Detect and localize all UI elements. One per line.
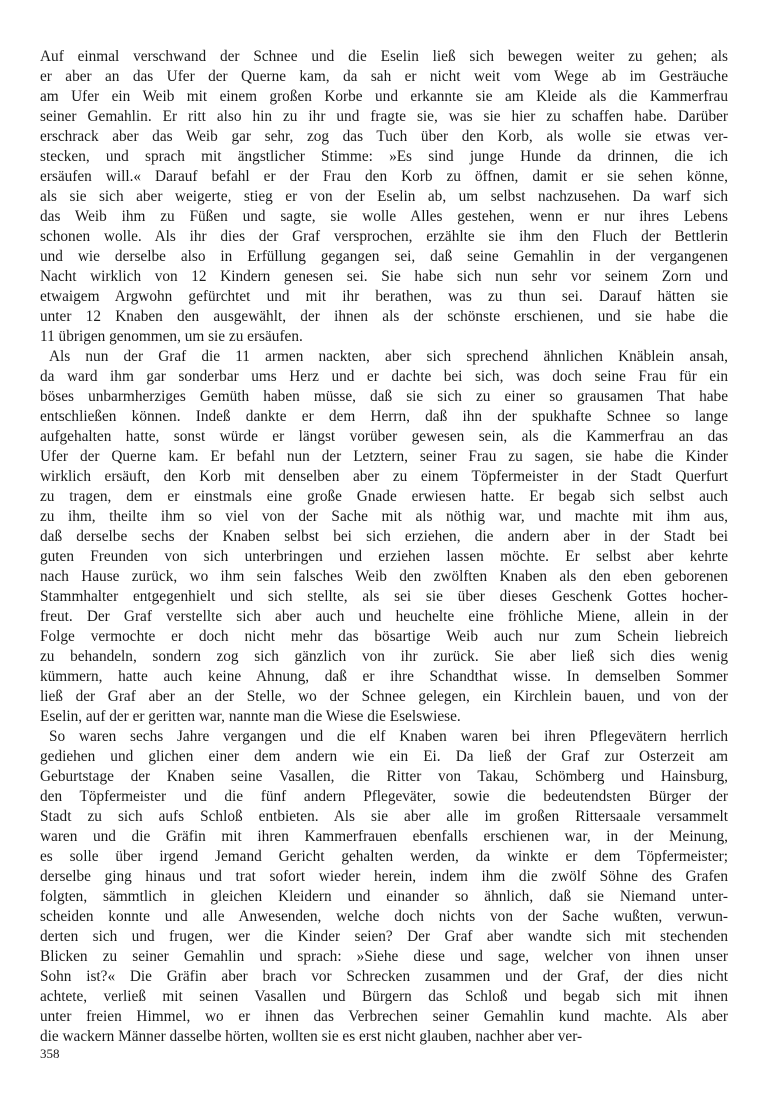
text-line: aufgehalten hatte, sonst würde er längst vorüber gewesen sein, als die Kammerfrau an das — [40, 428, 728, 445]
text-line: Stadt zu sich aufs Schloß entbieten. Als sie aber alle im großen Rittersaale versammelt — [40, 808, 728, 825]
text-line: 11 übrigen genommen, um sie zu ersäufen. — [40, 328, 303, 345]
text-line: schonen wolle. Als ihr dies der Graf versprochen, erzählte sie ihm den Fluch der Bettlerin — [40, 228, 728, 245]
text-line: daß derselbe sechs der Knaben selbst bei sich erziehen, die andern aber in der Stadt bei — [40, 528, 728, 545]
text-line: erschrack aber das Weib gar sehr, zog das Tuch über den Korb, als wolle sie etwas ver- — [40, 128, 728, 145]
text-line: es solle über irgend Jemand Gericht gehalten werden, da winkte er dem Töpfermeister; — [40, 848, 728, 865]
text-line: Als nun der Graf die 11 armen nackten, aber sich sprechend ähnlichen Knäblein ansah, — [49, 348, 728, 365]
text-line: böses unbarmherziges Gemüth haben müsse, daß sie sich zu einer so grausamen That habe — [40, 388, 728, 405]
text-line: Nacht wirklich von 12 Kindern genesen sei. Sie habe sich nun sehr vor seinem Zorn und — [40, 268, 728, 285]
text-line: zu tragen, dem er einstmals eine große Gnade erwiesen hatte. Er begab sich selbst auch — [40, 488, 728, 505]
text-line: am Ufer ein Weib mit einem großen Korbe und erkannte sie am Kleide als die Kammerfrau — [40, 88, 728, 105]
text-block — [40, 47, 728, 1047]
text-line: seiner Gemahlin. Er ritt also hin zu ihr und fragte sie, was sie hier zu schaffen habe. Darüber — [40, 108, 728, 125]
text-line: So waren sechs Jahre vergangen und die elf Knaben waren bei ihren Pflegevätern herrlich — [49, 728, 728, 745]
text-line: Auf einmal verschwand der Schnee und die Eselin ließ sich bewegen weiter zu gehen; als — [40, 48, 728, 65]
text-line: waren und die Gräfin mit ihren Kammerfrauen ebenfalls erschienen war, in der Meinung, — [40, 828, 728, 845]
text-line: Eselin, auf der er geritten war, nannte man die Wiese die Eselswiese. — [40, 708, 461, 725]
text-line: stecken, und sprach mit ängstlicher Stimme: »Es sind junge Hunde da drinnen, die ich — [40, 148, 728, 165]
text-line: zu behandeln, sondern zog sich gänzlich von ihr zurück. Sie aber ließ sich dies wenig — [40, 648, 728, 665]
text-line: nach Hause zurück, wo ihm sein falsches Weib den zwölften Knaben als den eben geborenen — [40, 568, 728, 585]
text-line: er aber an das Ufer der Querne kam, da sah er nicht weit vom Wege ab im Gesträuche — [40, 68, 728, 85]
text-line: Blicken zu seiner Gemahlin und sprach: »Siehe diese und sage, welcher von ihnen unser — [40, 948, 728, 965]
text-line: gediehen und glichen einer dem andern wie ein Ei. Da ließ der Graf zur Osterzeit am — [40, 748, 728, 765]
text-line: zu ihm, theilte ihm so viel von der Sache mit als nöthig war, und machte mit ihm aus, — [40, 508, 728, 525]
text-line: unter 12 Knaben den ausgewählt, der ihnen als der schönste erschienen, und sie habe die — [40, 308, 728, 325]
paragraph — [40, 727, 728, 1047]
text-line: Stammhalter entgegenhielt und sich stellte, als sei sie über dieses Geschenk Gottes hocher- — [40, 588, 728, 605]
text-line: da ward ihm gar sonderbar ums Herz und er dachte bei sich, was doch seine Frau für ein — [40, 368, 728, 385]
text-line: freut. Der Graf verstellte sich aber auch und heuchelte eine fröhliche Miene, allein in der — [40, 608, 728, 625]
text-line: ließ der Graf aber an der Stelle, wo der Schnee gelegen, ein Kirchlein bauen, und von der — [40, 688, 728, 705]
text-line: scheiden konnte und alle Anwesenden, welche doch nichts von der Sache wußten, verwun- — [40, 908, 728, 925]
text-line: Ufer der Querne kam. Er befahl nun der Letztern, seiner Frau zu sagen, sie habe die Kinder — [40, 448, 728, 465]
text-line: guten Freunden von sich unterbringen und erziehen lassen möchte. Er selbst aber kehrte — [40, 548, 728, 565]
text-line: Folge vermochte er doch nicht mehr das bösartige Weib auch nur zum Schein liebreich — [40, 628, 728, 645]
text-line: die wackern Männer dasselbe hörten, wollten sie es erst nicht glauben, nachher aber ver- — [40, 1028, 583, 1045]
text-line: derten sich und frugen, wer die Kinder seien? Der Graf aber wandte sich mit stechenden — [40, 928, 728, 945]
text-line: ersäufen will.« Darauf befahl er der Frau den Korb zu öffnen, damit er sie sehen könne, — [40, 168, 728, 185]
text-line: kümmern, hatte auch keine Ahnung, daß er ihre Schandthat wisse. In demselben Sommer — [40, 668, 728, 685]
paragraph — [40, 347, 728, 727]
text-line: entschließen können. Indeß dankte er dem Herrn, daß ihn der spukhafte Schnee so lange — [40, 408, 728, 425]
text-line: etwaigem Argwohn gefürchtet und mit ihr berathen, was zu thun sei. Darauf hätten sie — [40, 288, 728, 305]
text-line: unter freien Himmel, wo er ihnen das Verbrechen seiner Gemahlin kund machte. Als aber — [40, 1008, 728, 1025]
text-line: Geburtstage der Knaben seine Vasallen, die Ritter von Takau, Schömberg und Hainsburg, — [40, 768, 728, 785]
text-line: achtete, verließ mit seinen Vasallen und Bürgern das Schloß und begab sich mit ihnen — [40, 988, 728, 1005]
text-line: den Töpfermeister und die fünf andern Pflegeväter, sowie die bedeutendsten Bürger der — [40, 788, 728, 805]
text-line: folgten, sämmtlich in gleichen Kleidern und einander so ähnlich, daß sie Niemand unter- — [40, 888, 728, 905]
text-line: wirklich ersäuft, den Korb mit denselben aber zu einem Töpfermeister in der Stadt Querfurt — [40, 468, 728, 485]
text-line: derselbe ging hinaus und trat sofort wieder herein, indem ihm die zwölf Söhne des Grafen — [40, 868, 728, 885]
paragraph — [40, 47, 728, 347]
page-number: 358 — [40, 1046, 60, 1061]
text-line: und wie derselbe also in Erfüllung gegangen sei, daß seine Gemahlin in der vergangenen — [40, 248, 728, 265]
text-line: als sie sich aber weigerte, stieg er von der Eselin ab, um selbst nachzusehen. Da warf sich — [40, 188, 728, 205]
text-line: das Weib ihm zu Füßen und sagte, sie wolle Alles gestehen, wenn er nur ihres Lebens — [40, 208, 728, 225]
text-line: Sohn ist?« Die Gräfin aber brach vor Schrecken zusammen und der Graf, der dies nicht — [40, 968, 728, 985]
